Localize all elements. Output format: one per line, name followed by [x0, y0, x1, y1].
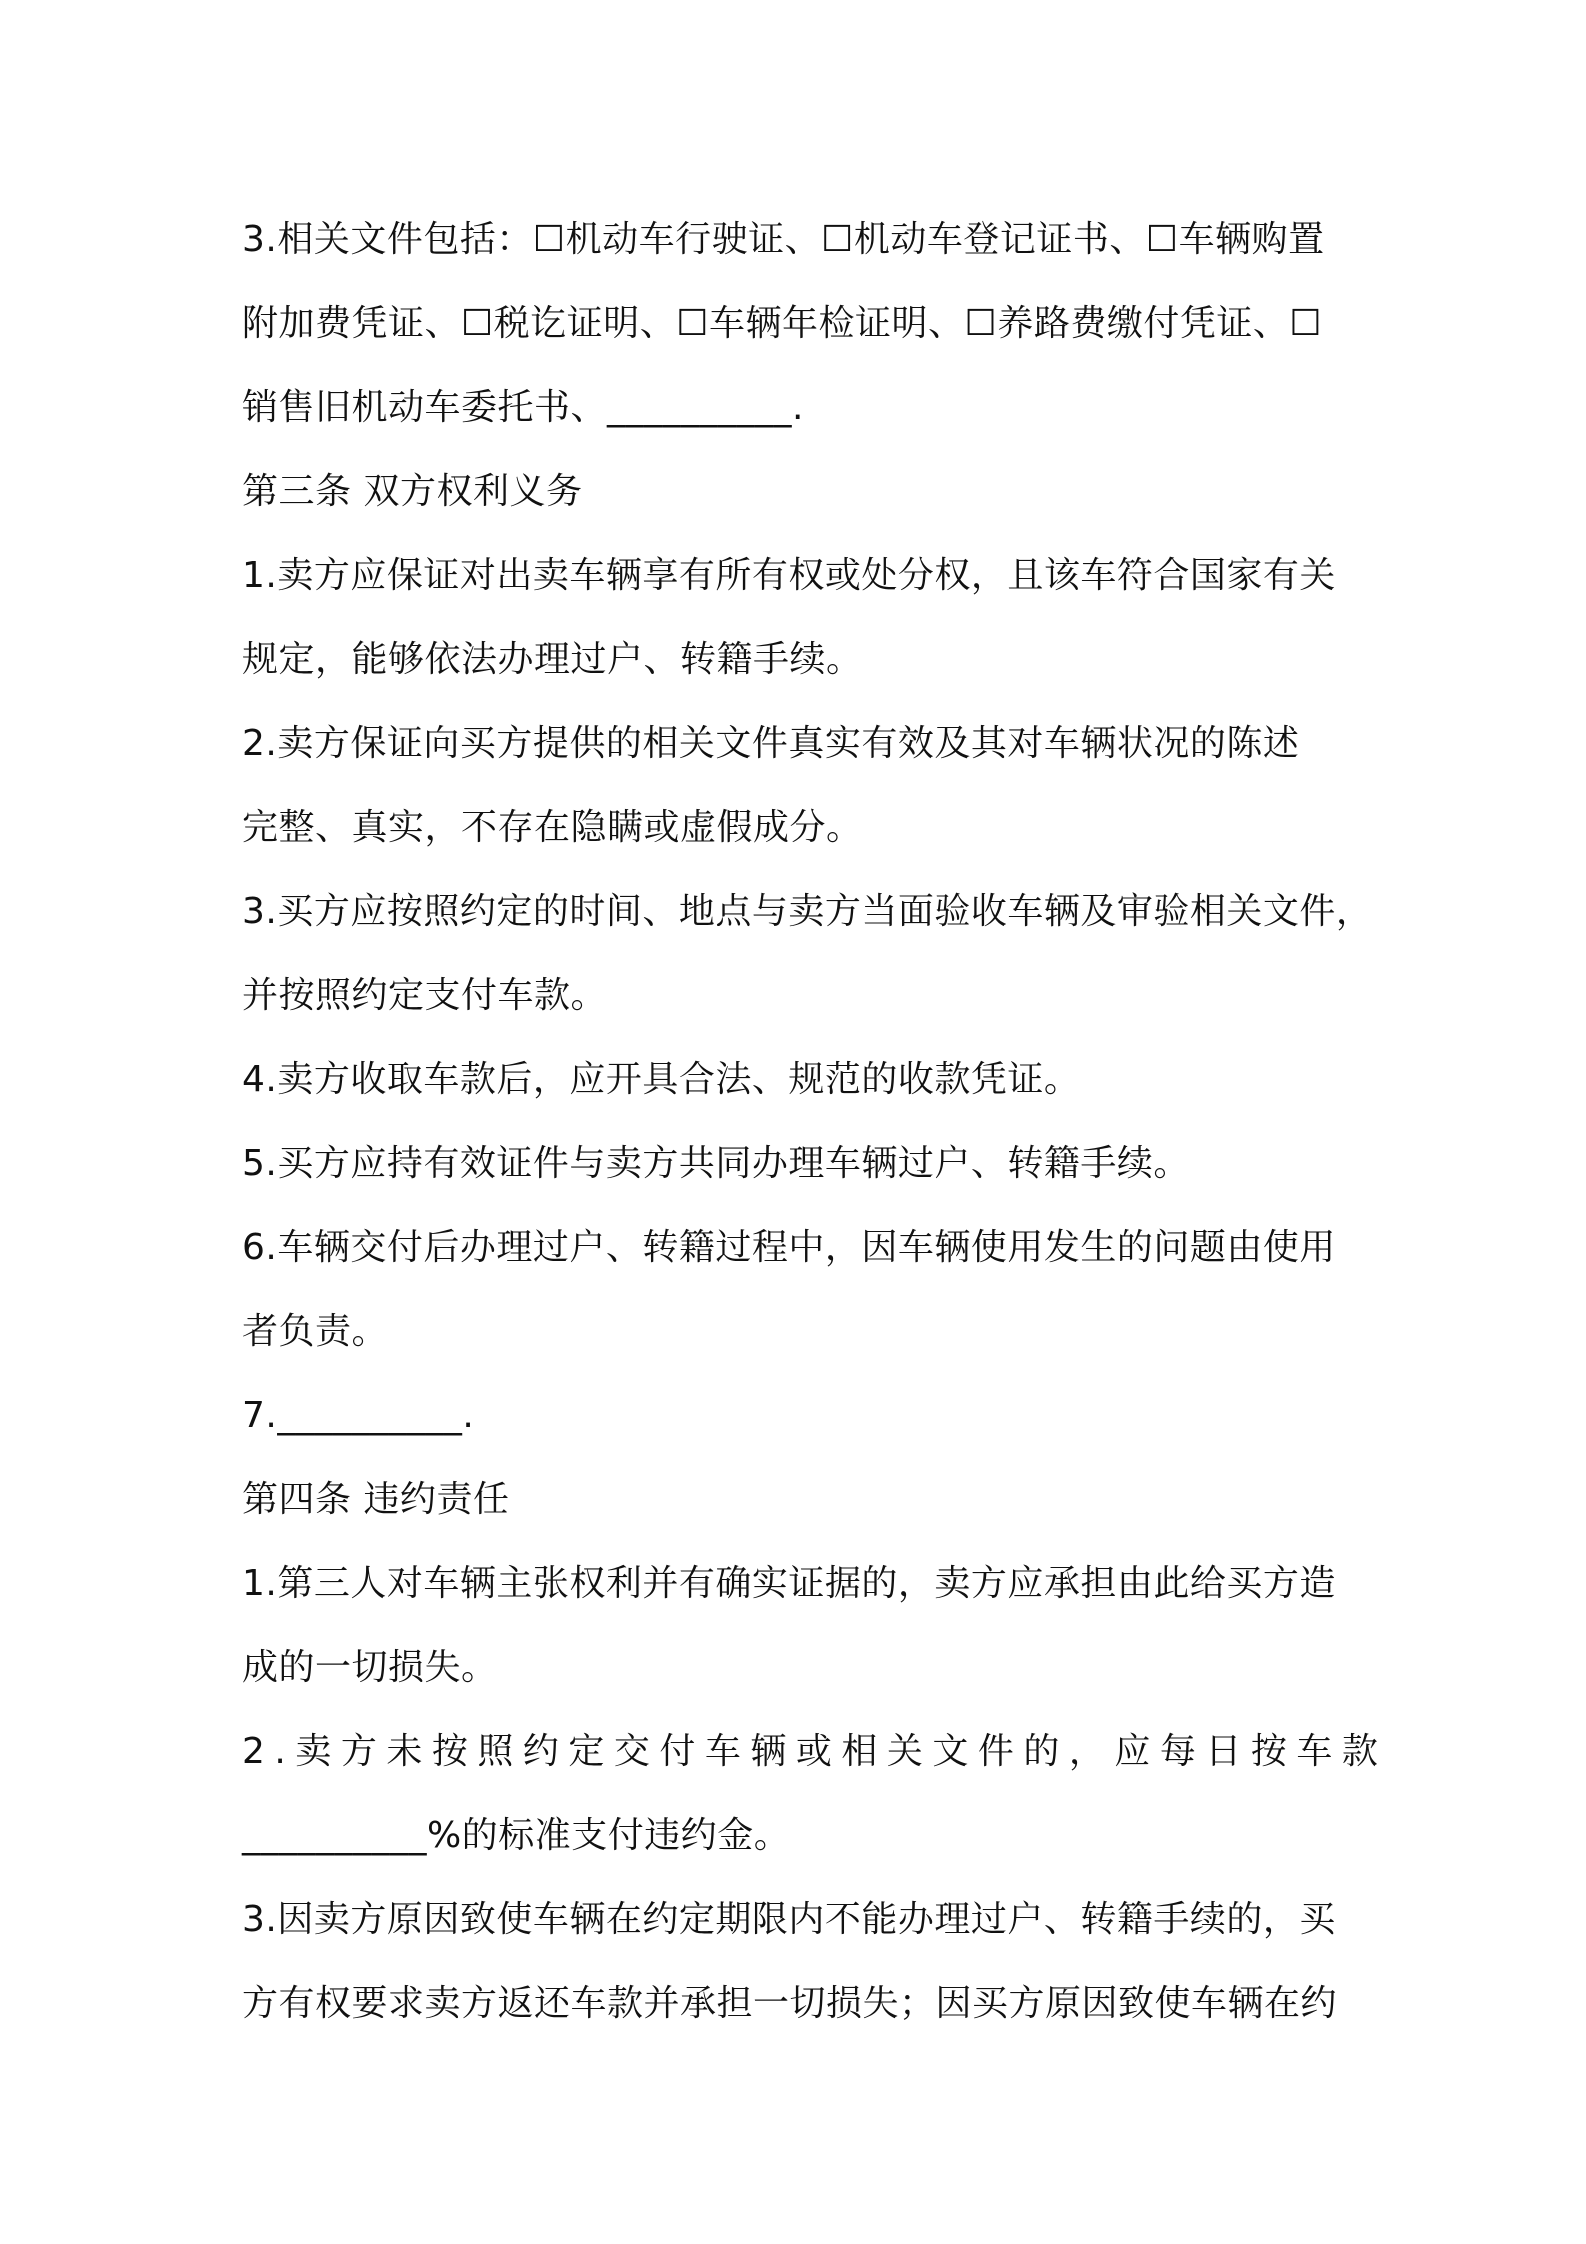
- text-line: 2.卖方保证向买方提供的相关文件真实有效及其对车辆状况的陈述: [242, 723, 1300, 764]
- text-line: 3.买方应按照约定的时间、地点与卖方当面验收车辆及审验相关文件，: [242, 891, 1373, 932]
- section-heading: 第三条 双方权利义务: [242, 471, 583, 512]
- text-line: 完整、真实，不存在隐瞒或虚假成分。: [242, 807, 863, 848]
- text-line: 附加费凭证、☐税讫证明、☐车辆年检证明、☐养路费缴付凭证、☐: [242, 303, 1323, 344]
- section-heading: 第四条 违约责任: [242, 1479, 510, 1520]
- text-line: 1.第三人对车辆主张权利并有确实证据的，卖方应承担由此给买方造: [242, 1563, 1336, 1604]
- text-line: 销售旧机动车委托书、__________.: [242, 387, 804, 428]
- text-line: 4.卖方收取车款后，应开具合法、规范的收款凭证。: [242, 1059, 1081, 1100]
- text-line: 规定，能够依法办理过户、转籍手续。: [242, 639, 863, 680]
- text-line: 2.卖方未按照约定交付车辆或相关文件的，应每日按车款: [242, 1731, 1388, 1772]
- text-line: 6.车辆交付后办理过户、转籍过程中，因车辆使用发生的问题由使用: [242, 1227, 1336, 1268]
- text-line: 并按照约定支付车款。: [242, 975, 608, 1016]
- text-line: __________%的标准支付违约金。: [242, 1815, 791, 1856]
- text-line: 成的一切损失。: [242, 1647, 498, 1688]
- document-body: [242, 198, 1388, 2046]
- text-line: 1.卖方应保证对出卖车辆享有所有权或处分权，且该车符合国家有关: [242, 555, 1336, 596]
- text-line: 3.因卖方原因致使车辆在约定期限内不能办理过户、转籍手续的，买: [242, 1899, 1336, 1940]
- text-line: 方有权要求卖方返还车款并承担一切损失；因买方原因致使车辆在约: [242, 1983, 1338, 2024]
- text-line: 3.相关文件包括：☐机动车行驶证、☐机动车登记证书、☐车辆购置: [242, 219, 1325, 260]
- text-line: 7.__________.: [242, 1395, 475, 1436]
- text-line: 者负责。: [242, 1311, 389, 1352]
- text-line: 5.买方应持有效证件与卖方共同办理车辆过户、转籍手续。: [242, 1143, 1190, 1184]
